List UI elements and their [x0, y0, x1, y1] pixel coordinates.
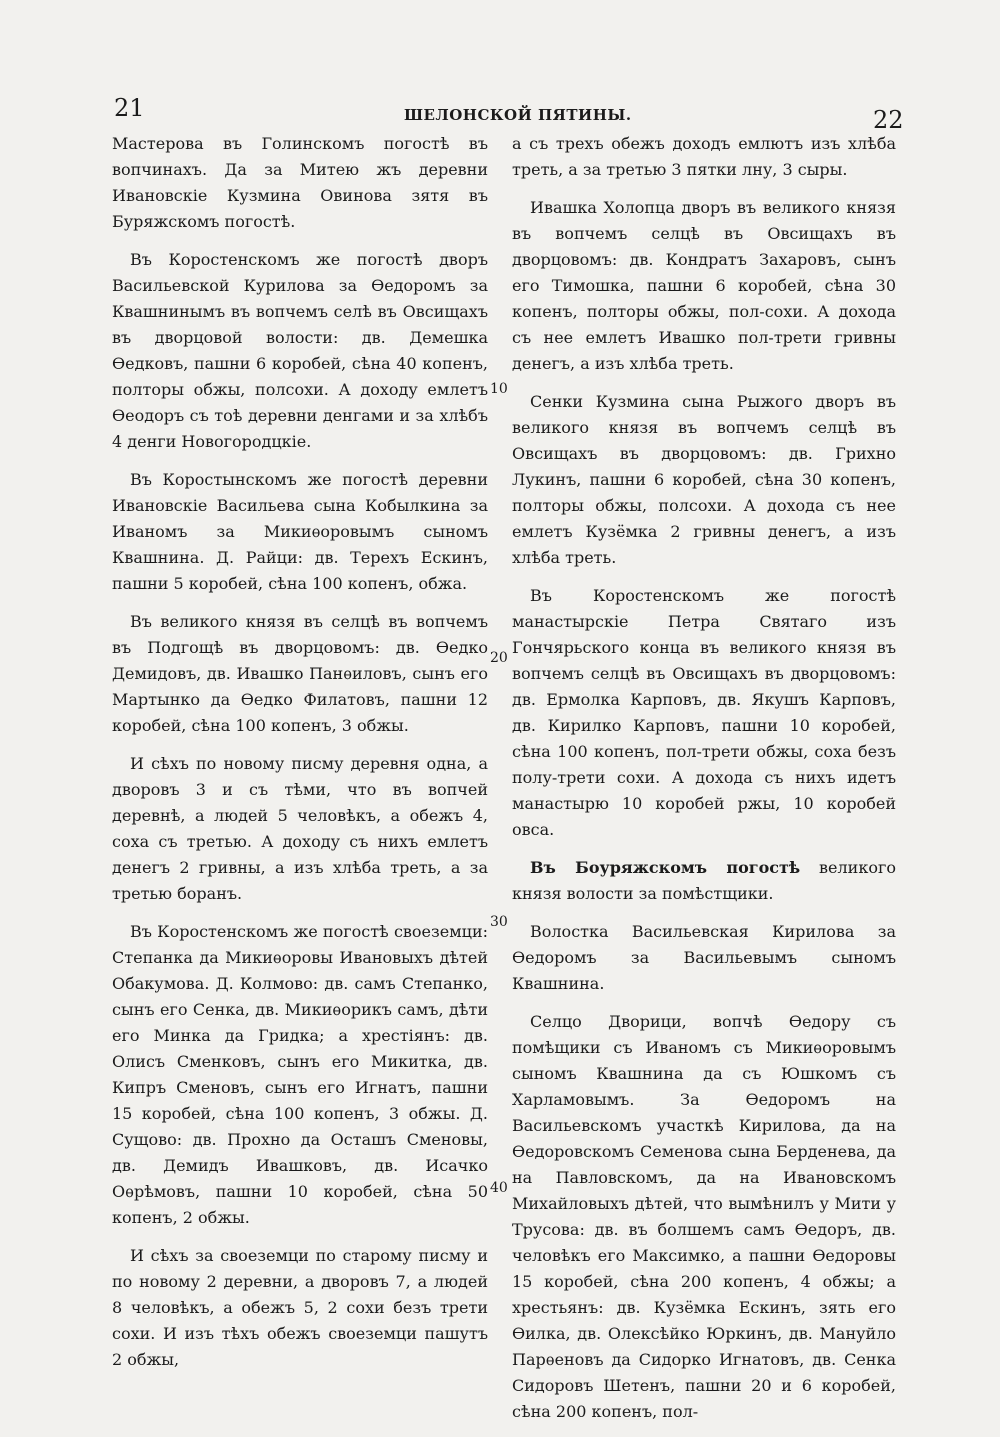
paragraph: Сенки Кузмина сына Рыжого дворъ въ великого князя въ вопчемъ селцѣ въ Овсищахъ въ дворцовомъ: дв. Грихно Лукинъ, пашни 6 коробей, сѣна 30 копенъ, полторы обжы, полсохи. А дохода съ нее емлетъ Кузёмка 2 гривны денегъ, а изъ хлѣба треть.	[512, 392, 896, 567]
section-heading-rest: великого князя волости за помѣстщики.	[512, 858, 896, 903]
page-number-right: 22	[873, 106, 904, 134]
line-number-40: 40	[490, 1180, 508, 1196]
paragraph: Мастерова въ Голинскомъ погостѣ въ вопчинахъ. Да за Митею жъ деревни Ивановскiе Кузмина Овинова зятя въ Буряжскомъ погостѣ.	[112, 134, 488, 231]
running-title: ШЕЛОНСКОЙ ПЯТИНЫ.	[404, 106, 632, 124]
paragraph: Въ Коростенскомъ же погостѣ своеземци: Степанка да Микиѳоровы Ивановыхъ дѣтей Обакумова. Д. Колмово: дв. самъ Степанко, сынъ его Сенка, дв. Микиѳорикъ самъ, дѣти его Минка да Гридка; а хрестiянъ: дв. Олисъ Сменковъ, сынъ его Микитка, дв. Кипръ Сменовъ, сынъ его Игнатъ, пашни 15 коробей, сѣна 100 копенъ, 3 обжы. Д. Сущово: дв. Прохно да Осташъ Сменовы, дв. Демидъ Ивашковъ, дв. Исачко Оѳрѣмовъ, пашни 10 коробей, сѣна 50 копенъ, 2 обжы.	[112, 922, 488, 1227]
page-number-left: 21	[114, 94, 145, 122]
paragraph: И сѣхъ по новому писму деревня одна, а дворовъ 3 и съ тѣми, что въ вопчей деревнѣ, а людей 5 человѣкъ, а обежъ 4, соха съ третью. А доходу съ нихъ емлетъ денегъ 2 гривны, а изъ хлѣба треть, а за третью боранъ.	[112, 754, 488, 903]
section-heading: Въ Боуряжскомъ погостѣ	[530, 858, 801, 877]
line-number-20: 20	[490, 650, 508, 666]
paragraph: а съ трехъ обежъ доходъ емлютъ изъ хлѣба треть, а за третью 3 пятки лну, 3 сыры.	[512, 134, 896, 179]
section-heading-paragraph	[512, 855, 896, 907]
paragraph: Ивашка Холопца дворъ въ великого князя въ вопчемъ селцѣ въ Овсищахъ въ дворцовомъ: дв. Кондратъ Захаровъ, сынъ его Тимошка, пашни 6 коробей, сѣна 30 копенъ, полторы обжы, пол-сохи. А дохода съ нее емлетъ Ивашко пол-трети гривны денегъ, а изъ хлѣба треть.	[512, 198, 896, 373]
paragraph: Въ великого князя въ селцѣ въ вопчемъ въ Подгощѣ въ дворцовомъ: дв. Ѳедко Демидовъ, дв. Ивашко Панѳиловъ, сынъ его Мартынко да Ѳедко Филатовъ, пашни 12 коробей, сѣна 100 копенъ, 3 обжы.	[112, 612, 488, 735]
paragraph: Въ Коростынскомъ же погостѣ деревни Ивановскiе Васильева сына Кобылкина за Иваномъ за Микиѳоровымъ сыномъ Квашнина. Д. Райци: дв. Терехъ Ескинъ, пашни 5 коробей, сѣна 100 копенъ, обжа.	[112, 470, 488, 593]
left-column	[112, 131, 488, 1385]
paragraph: Селцо Дворици, вопчѣ Ѳедору съ помѣщики съ Иваномъ съ Микиѳоровымъ сыномъ Квашнина да съ Юшкомъ съ Харламовымъ. За Ѳедоромъ на Васильевскомъ участкѣ Кирилова, да на Ѳедоровскомъ Семенова сына Берденева, да на Павловскомъ, да на Ивановскомъ Михайловыхъ дѣтей, что вымѣнилъ у Мити у Трусова: дв. въ болшемъ самъ Ѳедоръ, дв. человѣкъ его Максимко, а пашни Ѳедоровы 15 коробей, сѣна 200 копенъ, 4 обжы; а хрестьянъ: дв. Кузёмка Ескинъ, зять его Ѳилка, дв. Олексѣйко Юркинъ, дв. Мануйло Парѳеновъ да Сидорко Игнатовъ, дв. Сенка Сидоровъ Шетенъ, пашни 20 и 6 коробей, сѣна 200 копенъ, пол-	[512, 1012, 896, 1421]
right-column	[512, 131, 896, 1437]
paragraph: Волостка Васильевская Кирилова за Ѳедоромъ за Васильевымъ сыномъ Квашнина.	[512, 922, 896, 993]
line-number-10: 10	[490, 381, 508, 397]
paragraph: Въ Коростенскомъ же погостѣ манастырскiе Петра Святаго изъ Гончярьского конца въ великого князя въ вопчемъ селцѣ въ Овсищахъ въ дворцовомъ: дв. Ермолка Карповъ, дв. Якушъ Карповъ, дв. Кирилко Карповъ, пашни 10 коробей, сѣна 100 копенъ, пол-трети обжы, соха безъ полу-трети сохи. А дохода съ нихъ идетъ манастырю 10 коробей ржы, 10 коробей овса.	[512, 586, 896, 839]
paragraph: Въ Коростенскомъ же погостѣ дворъ Васильевской Курилова за Ѳедоромъ за Квашнинымъ въ вопчемъ селѣ въ Овсищахъ въ дворцовой волости: дв. Демешка Ѳедковъ, пашни 6 коробей, сѣна 40 копенъ, полторы обжы, полсохи. А доходу емлетъ Ѳеодоръ съ тоѣ деревни денгами и за хлѣбъ 4 денги Новогородцкiе.	[112, 250, 488, 451]
line-number-30: 30	[490, 914, 508, 930]
paragraph: И сѣхъ за своеземци по старому писму и по новому 2 деревни, а дворовъ 7, а людей 8 человѣкъ, а обежъ 5, 2 сохи безъ трети сохи. И изъ тѣхъ обежъ своеземци пашутъ 2 обжы,	[112, 1246, 488, 1369]
